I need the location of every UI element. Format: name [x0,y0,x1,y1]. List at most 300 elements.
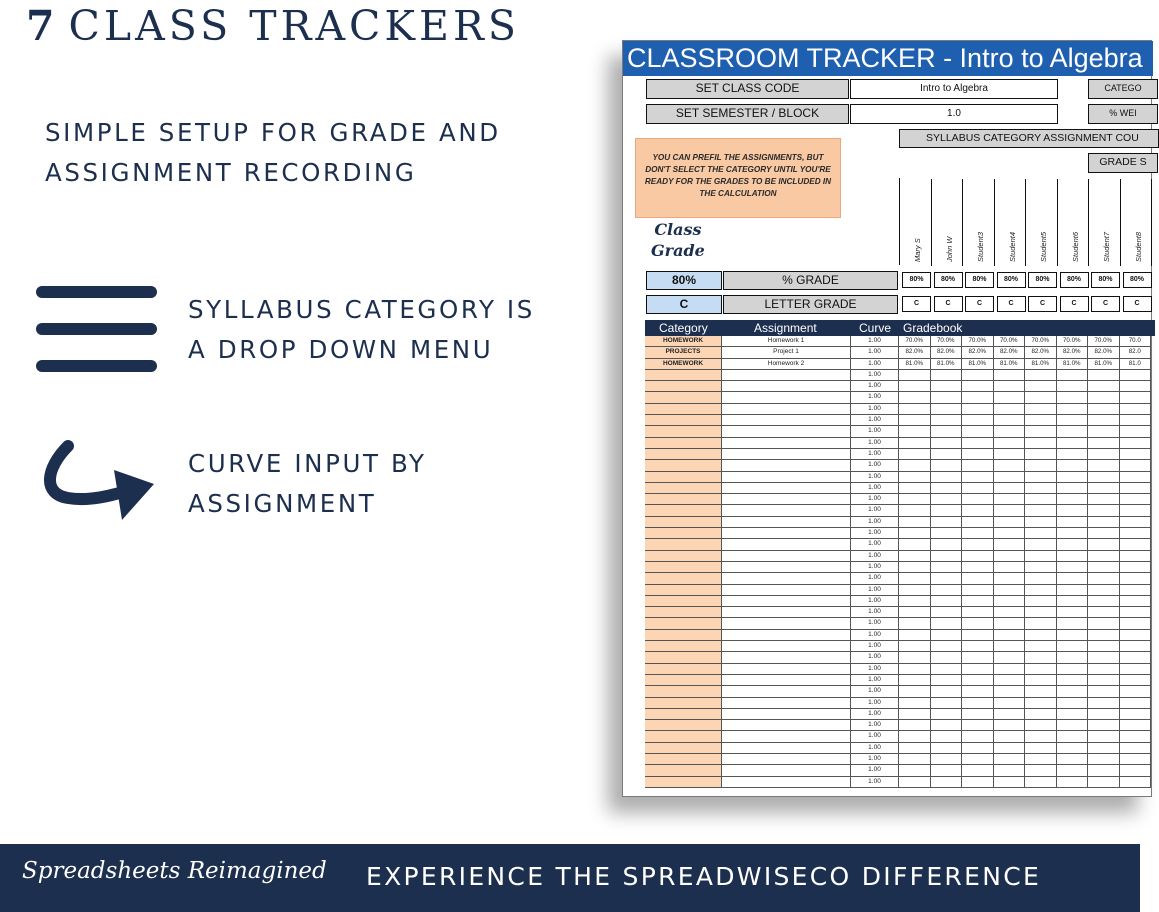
grade-cell[interactable] [1057,777,1089,788]
category-dropdown-cell[interactable] [645,686,722,697]
assignment-cell[interactable] [722,505,851,516]
grade-cell[interactable] [1088,370,1120,381]
grade-cell[interactable] [899,551,931,562]
grade-cell[interactable] [1120,415,1152,426]
category-dropdown-cell[interactable] [645,641,722,652]
grade-cell[interactable] [1025,573,1057,584]
curve-input-cell[interactable]: 1.00 [851,370,899,381]
grade-cell[interactable] [899,765,931,776]
grade-cell[interactable] [931,449,963,460]
grade-cell[interactable] [1025,618,1057,629]
grade-cell[interactable] [1057,698,1089,709]
grade-cell[interactable] [962,460,994,471]
grade-cell[interactable] [899,426,931,437]
grade-cell[interactable] [962,528,994,539]
grade-cell[interactable] [994,686,1026,697]
assignment-cell[interactable] [722,517,851,528]
grade-cell[interactable] [931,754,963,765]
assignment-cell[interactable] [722,370,851,381]
assignment-cell[interactable] [722,630,851,641]
curve-input-cell[interactable]: 1.00 [851,607,899,618]
curve-input-cell[interactable]: 1.00 [851,765,899,776]
grade-cell[interactable] [1120,551,1152,562]
grade-cell[interactable] [962,392,994,403]
grade-cell[interactable] [1057,720,1089,731]
grade-cell[interactable] [962,415,994,426]
assignment-cell[interactable] [722,686,851,697]
grade-cell[interactable] [962,539,994,550]
assignment-cell[interactable] [722,652,851,663]
grade-cell[interactable] [962,381,994,392]
grade-cell[interactable]: 82.0% [1088,347,1120,358]
grade-cell[interactable] [1025,765,1057,776]
grade-cell[interactable] [899,664,931,675]
assignment-cell[interactable] [722,472,851,483]
grade-cell[interactable] [899,517,931,528]
grade-cell[interactable] [1025,731,1057,742]
grade-cell[interactable] [994,720,1026,731]
grade-cell[interactable] [962,630,994,641]
grade-cell[interactable] [962,709,994,720]
grade-cell[interactable] [1057,415,1089,426]
category-dropdown-cell[interactable] [645,754,722,765]
grade-cell[interactable] [1088,528,1120,539]
assignment-cell[interactable]: Homework 1 [722,336,851,347]
grade-cell[interactable] [931,709,963,720]
category-dropdown-cell[interactable] [645,381,722,392]
category-dropdown-cell[interactable] [645,607,722,618]
grade-cell[interactable] [899,698,931,709]
grade-cell[interactable] [1057,449,1089,460]
curve-input-cell[interactable]: 1.00 [851,483,899,494]
grade-cell[interactable] [994,652,1026,663]
grade-cell[interactable] [1057,517,1089,528]
assignment-cell[interactable] [722,585,851,596]
grade-cell[interactable] [1025,449,1057,460]
grade-cell[interactable] [1088,449,1120,460]
grade-cell[interactable] [931,743,963,754]
grade-cell[interactable] [1057,460,1089,471]
grade-cell[interactable] [1120,392,1152,403]
assignment-cell[interactable]: Homework 2 [722,359,851,370]
grade-cell[interactable] [931,596,963,607]
grade-cell[interactable] [899,483,931,494]
grade-cell[interactable] [1025,607,1057,618]
student-column-header[interactable]: Student3 [963,179,995,266]
grade-cell[interactable] [1120,641,1152,652]
grade-cell[interactable] [1057,483,1089,494]
grade-cell[interactable] [1088,664,1120,675]
category-dropdown-cell[interactable] [645,652,722,663]
curve-input-cell[interactable]: 1.00 [851,562,899,573]
semester-input[interactable]: 1.0 [850,104,1058,124]
grade-cell[interactable] [1088,562,1120,573]
assignment-cell[interactable] [722,415,851,426]
curve-input-cell[interactable]: 1.00 [851,347,899,358]
grade-cell[interactable] [899,777,931,788]
grade-cell[interactable] [1025,596,1057,607]
grade-cell[interactable] [994,731,1026,742]
grade-cell[interactable] [1088,517,1120,528]
assignment-cell[interactable] [722,426,851,437]
grade-cell[interactable] [962,743,994,754]
curve-input-cell[interactable]: 1.00 [851,404,899,415]
grade-cell[interactable] [962,664,994,675]
grade-cell[interactable] [994,404,1026,415]
grade-cell[interactable] [899,686,931,697]
curve-input-cell[interactable]: 1.00 [851,720,899,731]
grade-cell[interactable]: 82.0 [1120,347,1152,358]
student-column-header[interactable]: Student4 [995,179,1027,266]
curve-input-cell[interactable]: 1.00 [851,630,899,641]
assignment-cell[interactable] [722,392,851,403]
grade-cell[interactable] [931,675,963,686]
grade-cell[interactable] [899,573,931,584]
grade-cell[interactable] [1025,472,1057,483]
category-dropdown-cell[interactable] [645,426,722,437]
grade-cell[interactable]: 70.0% [899,336,931,347]
assignment-cell[interactable] [722,607,851,618]
student-column-header[interactable]: Student5 [1026,179,1058,266]
grade-cell[interactable] [1088,630,1120,641]
grade-cell[interactable] [1025,743,1057,754]
grade-cell[interactable] [1120,698,1152,709]
grade-cell[interactable] [1088,596,1120,607]
grade-cell[interactable] [962,754,994,765]
grade-cell[interactable] [1120,505,1152,516]
grade-cell[interactable] [1025,562,1057,573]
category-dropdown-cell[interactable] [645,618,722,629]
grade-cell[interactable]: 81.0 [1120,359,1152,370]
category-dropdown-cell[interactable] [645,438,722,449]
grade-cell[interactable]: 82.0% [1057,347,1089,358]
curve-input-cell[interactable]: 1.00 [851,618,899,629]
grade-cell[interactable] [1057,686,1089,697]
grade-cell[interactable] [1057,765,1089,776]
grade-cell[interactable]: 81.0% [1088,359,1120,370]
grade-cell[interactable] [1057,573,1089,584]
grade-cell[interactable] [931,438,963,449]
grade-cell[interactable] [962,652,994,663]
assignment-cell[interactable] [722,381,851,392]
grade-cell[interactable] [931,607,963,618]
assignment-cell[interactable] [722,777,851,788]
grade-cell[interactable] [1057,652,1089,663]
grade-cell[interactable] [1088,438,1120,449]
grade-cell[interactable] [899,381,931,392]
grade-cell[interactable] [1088,720,1120,731]
grade-cell[interactable] [931,494,963,505]
grade-cell[interactable] [994,426,1026,437]
grade-cell[interactable] [1088,494,1120,505]
grade-cell[interactable] [962,777,994,788]
grade-cell[interactable] [994,460,1026,471]
curve-input-cell[interactable]: 1.00 [851,573,899,584]
category-dropdown-cell[interactable] [645,731,722,742]
grade-cell[interactable] [899,562,931,573]
grade-cell[interactable] [1025,438,1057,449]
grade-cell[interactable] [1120,370,1152,381]
grade-cell[interactable] [1025,370,1057,381]
grade-cell[interactable] [931,641,963,652]
grade-cell[interactable] [931,618,963,629]
grade-cell[interactable] [899,618,931,629]
grade-cell[interactable] [994,698,1026,709]
grade-cell[interactable] [1120,472,1152,483]
grade-cell[interactable] [1057,392,1089,403]
assignment-cell[interactable] [722,709,851,720]
grade-cell[interactable] [1088,505,1120,516]
category-dropdown-cell[interactable] [645,777,722,788]
curve-input-cell[interactable]: 1.00 [851,596,899,607]
grade-cell[interactable] [931,483,963,494]
grade-cell[interactable] [1120,562,1152,573]
grade-cell[interactable] [1120,381,1152,392]
grade-cell[interactable] [899,641,931,652]
grade-cell[interactable] [1088,573,1120,584]
grade-cell[interactable] [962,698,994,709]
curve-input-cell[interactable]: 1.00 [851,517,899,528]
grade-cell[interactable]: 82.0% [994,347,1026,358]
grade-cell[interactable] [994,551,1026,562]
grade-cell[interactable] [931,539,963,550]
grade-cell[interactable] [931,528,963,539]
grade-cell[interactable] [1057,381,1089,392]
curve-input-cell[interactable]: 1.00 [851,675,899,686]
grade-cell[interactable] [931,562,963,573]
assignment-cell[interactable] [722,743,851,754]
grade-cell[interactable]: 81.0% [994,359,1026,370]
grade-cell[interactable] [1120,460,1152,471]
grade-cell[interactable] [1088,381,1120,392]
grade-cell[interactable] [962,438,994,449]
grade-cell[interactable] [994,777,1026,788]
grade-cell[interactable] [899,652,931,663]
grade-cell[interactable] [899,720,931,731]
curve-input-cell[interactable]: 1.00 [851,449,899,460]
grade-cell[interactable] [994,449,1026,460]
category-dropdown-cell[interactable] [645,675,722,686]
grade-cell[interactable] [899,460,931,471]
grade-cell[interactable] [1088,415,1120,426]
grade-cell[interactable] [1025,404,1057,415]
grade-cell[interactable] [931,777,963,788]
grade-cell[interactable]: 70.0% [962,336,994,347]
category-dropdown-cell[interactable] [645,585,722,596]
grade-cell[interactable] [1057,618,1089,629]
grade-cell[interactable] [1120,585,1152,596]
grade-cell[interactable] [1057,528,1089,539]
grade-cell[interactable] [962,517,994,528]
category-dropdown-cell[interactable]: HOMEWORK [645,336,722,347]
category-dropdown-cell[interactable] [645,596,722,607]
grade-cell[interactable] [1088,392,1120,403]
grade-cell[interactable] [1057,438,1089,449]
grade-cell[interactable] [1025,664,1057,675]
grade-cell[interactable] [1088,472,1120,483]
grade-cell[interactable] [1025,505,1057,516]
grade-cell[interactable] [994,664,1026,675]
student-column-header[interactable]: Mary S [900,179,932,266]
grade-cell[interactable] [1088,426,1120,437]
grade-cell[interactable] [1025,709,1057,720]
grade-cell[interactable]: 70.0% [931,336,963,347]
grade-cell[interactable]: 82.0% [962,347,994,358]
grade-cell[interactable] [899,370,931,381]
category-dropdown-cell[interactable] [645,449,722,460]
grade-cell[interactable] [1120,404,1152,415]
grade-cell[interactable] [1088,551,1120,562]
category-dropdown-cell[interactable]: HOMEWORK [645,359,722,370]
grade-cell[interactable] [962,370,994,381]
grade-cell[interactable] [899,438,931,449]
curve-input-cell[interactable]: 1.00 [851,336,899,347]
grade-cell[interactable] [994,596,1026,607]
grade-cell[interactable] [1057,585,1089,596]
grade-cell[interactable] [1088,777,1120,788]
grade-cell[interactable] [962,505,994,516]
grade-cell[interactable] [1120,539,1152,550]
curve-input-cell[interactable]: 1.00 [851,381,899,392]
assignment-cell[interactable] [722,641,851,652]
grade-cell[interactable] [994,539,1026,550]
student-column-header[interactable]: John W [932,179,964,266]
grade-cell[interactable] [994,743,1026,754]
grade-cell[interactable] [1088,585,1120,596]
assignment-cell[interactable] [722,720,851,731]
grade-cell[interactable] [1025,754,1057,765]
grade-cell[interactable]: 81.0% [962,359,994,370]
grade-cell[interactable] [1025,494,1057,505]
grade-cell[interactable] [899,607,931,618]
grade-cell[interactable] [1025,675,1057,686]
grade-cell[interactable] [1088,460,1120,471]
assignment-cell[interactable] [722,664,851,675]
category-dropdown-cell[interactable] [645,664,722,675]
assignment-cell[interactable] [722,754,851,765]
grade-cell[interactable] [1120,754,1152,765]
grade-cell[interactable] [899,630,931,641]
grade-cell[interactable] [931,630,963,641]
grade-cell[interactable] [931,415,963,426]
assignment-cell[interactable] [722,573,851,584]
category-dropdown-cell[interactable] [645,517,722,528]
curve-input-cell[interactable]: 1.00 [851,539,899,550]
grade-cell[interactable] [994,585,1026,596]
curve-input-cell[interactable]: 1.00 [851,777,899,788]
grade-cell[interactable] [1120,731,1152,742]
grade-cell[interactable] [962,585,994,596]
curve-input-cell[interactable]: 1.00 [851,494,899,505]
curve-input-cell[interactable]: 1.00 [851,438,899,449]
grade-cell[interactable] [1025,652,1057,663]
grade-cell[interactable] [1025,630,1057,641]
grade-cell[interactable] [1025,686,1057,697]
assignment-cell[interactable] [722,438,851,449]
assignment-cell[interactable] [722,483,851,494]
grade-cell[interactable] [1057,562,1089,573]
grade-cell[interactable] [1088,754,1120,765]
grade-cell[interactable] [1120,720,1152,731]
grade-cell[interactable] [1120,765,1152,776]
grade-cell[interactable]: 82.0% [1025,347,1057,358]
grade-cell[interactable] [1088,675,1120,686]
grade-cell[interactable] [1057,551,1089,562]
grade-cell[interactable] [962,426,994,437]
assignment-cell[interactable] [722,675,851,686]
grade-cell[interactable] [994,607,1026,618]
grade-cell[interactable] [1120,573,1152,584]
category-dropdown-cell[interactable]: PROJECTS [645,347,722,358]
category-dropdown-cell[interactable] [645,494,722,505]
grade-cell[interactable] [1057,472,1089,483]
grade-cell[interactable] [1120,426,1152,437]
grade-cell[interactable] [1120,652,1152,663]
grade-cell[interactable] [1120,675,1152,686]
grade-cell[interactable] [962,618,994,629]
assignment-cell[interactable]: Project 1 [722,347,851,358]
grade-cell[interactable] [994,709,1026,720]
grade-cell[interactable] [1057,641,1089,652]
category-dropdown-cell[interactable] [645,765,722,776]
grade-cell[interactable] [899,675,931,686]
grade-cell[interactable] [931,573,963,584]
curve-input-cell[interactable]: 1.00 [851,743,899,754]
category-dropdown-cell[interactable] [645,483,722,494]
category-dropdown-cell[interactable] [645,392,722,403]
grade-cell[interactable] [931,370,963,381]
grade-cell[interactable]: 70.0% [1025,336,1057,347]
grade-cell[interactable] [1025,528,1057,539]
category-dropdown-cell[interactable] [645,720,722,731]
grade-cell[interactable] [1088,641,1120,652]
assignment-cell[interactable] [722,596,851,607]
grade-cell[interactable] [994,517,1026,528]
grade-cell[interactable] [1025,539,1057,550]
assignment-cell[interactable] [722,528,851,539]
grade-cell[interactable] [994,630,1026,641]
grade-cell[interactable] [1057,709,1089,720]
grade-cell[interactable] [899,585,931,596]
grade-cell[interactable] [931,460,963,471]
curve-input-cell[interactable]: 1.00 [851,641,899,652]
grade-cell[interactable] [1088,618,1120,629]
grade-cell[interactable] [1057,494,1089,505]
grade-cell[interactable] [1120,630,1152,641]
grade-cell[interactable] [1088,698,1120,709]
category-dropdown-cell[interactable] [645,573,722,584]
category-dropdown-cell[interactable] [645,630,722,641]
grade-cell[interactable] [1120,686,1152,697]
grade-cell[interactable]: 70.0% [1057,336,1089,347]
grade-cell[interactable] [994,641,1026,652]
grade-cell[interactable] [1057,675,1089,686]
grade-cell[interactable] [994,438,1026,449]
grade-cell[interactable] [962,731,994,742]
grade-cell[interactable] [994,505,1026,516]
grade-cell[interactable] [899,754,931,765]
grade-cell[interactable] [1057,731,1089,742]
assignment-cell[interactable] [722,618,851,629]
curve-input-cell[interactable]: 1.00 [851,686,899,697]
grade-cell[interactable] [994,562,1026,573]
assignment-cell[interactable] [722,460,851,471]
grade-cell[interactable] [1088,686,1120,697]
assignment-cell[interactable] [722,551,851,562]
category-dropdown-cell[interactable] [645,460,722,471]
grade-cell[interactable] [899,415,931,426]
assignment-cell[interactable] [722,731,851,742]
